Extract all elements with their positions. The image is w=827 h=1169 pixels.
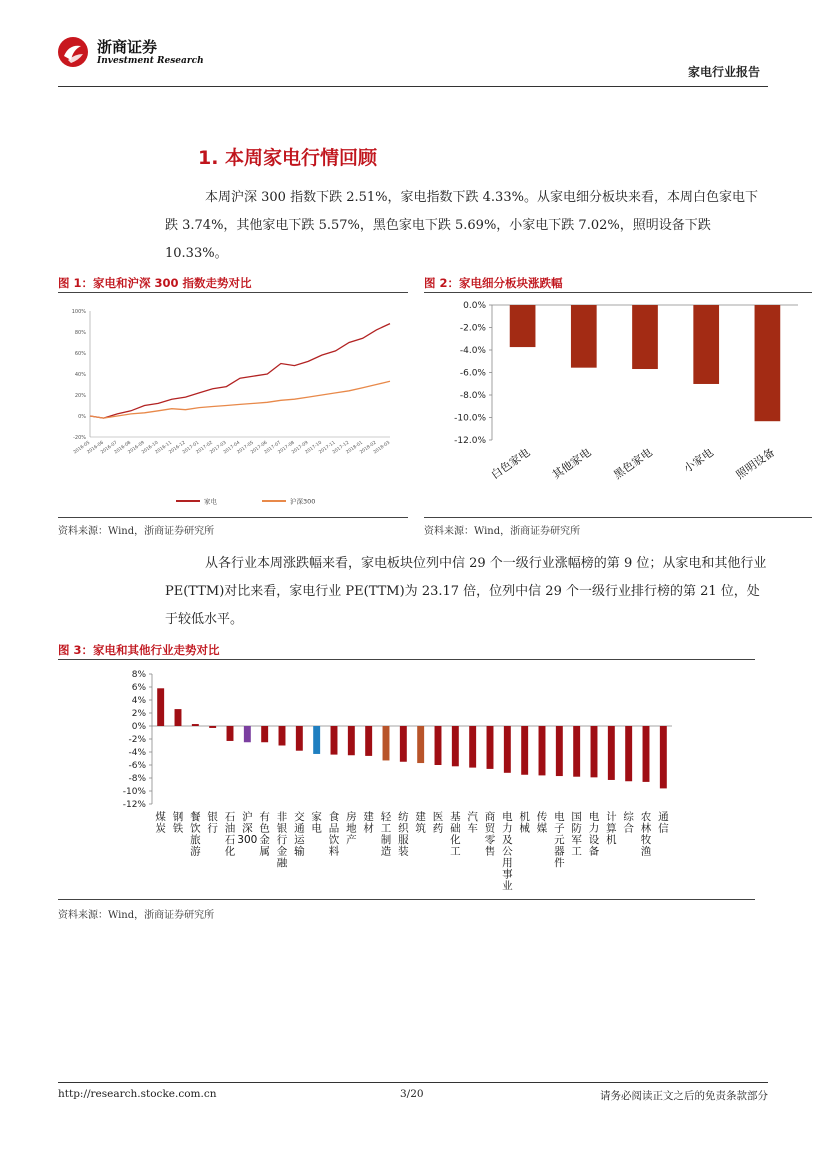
chart3-bar bbox=[279, 726, 286, 746]
chart2-bar bbox=[693, 305, 719, 384]
chart3-bar bbox=[383, 726, 390, 760]
chart3-y-tick-label: 2% bbox=[131, 709, 146, 719]
chart1-legend-label: 家电 bbox=[204, 497, 217, 506]
chart3-y-tick-label: -12% bbox=[122, 800, 146, 810]
figure-1-bottom-rule bbox=[58, 517, 408, 518]
chart3-bar bbox=[417, 726, 424, 763]
chart3-bar bbox=[192, 724, 199, 726]
chart1-x-tick-label: 2016-10 bbox=[141, 440, 160, 456]
chart3-category-label: 国防军工 bbox=[571, 811, 582, 858]
chart3-y-tick-label: 8% bbox=[131, 670, 146, 680]
figure-2-top-rule bbox=[424, 292, 812, 293]
page-number: 3/20 bbox=[400, 1088, 424, 1100]
chart3-bar bbox=[400, 726, 407, 762]
chart2-bar bbox=[510, 305, 536, 347]
chart3-bar bbox=[487, 726, 494, 769]
chart3-category-label: 有色金属 bbox=[259, 811, 270, 858]
chart3-y-tick-label: 0% bbox=[131, 722, 146, 732]
figure-2-bar-chart bbox=[424, 294, 812, 514]
chart3-category-label: 电子元器件 bbox=[554, 811, 565, 869]
chart2-category-label: 其他家电 bbox=[550, 445, 594, 482]
chart3-bar bbox=[175, 709, 182, 726]
chart3-bar bbox=[608, 726, 615, 780]
chart3-category-label: 机械 bbox=[519, 811, 530, 835]
chart1-x-tick-label: 2016-05 bbox=[72, 440, 92, 456]
figure-3-source: 资料来源：Wind，浙商证券研究所 bbox=[58, 910, 215, 921]
logo-text-en: Investment Research bbox=[97, 56, 204, 66]
chart1-x-tick-label: 2017-01 bbox=[181, 440, 201, 456]
chart2-bar bbox=[571, 305, 597, 368]
chart1-x-tick-label: 2017-08 bbox=[277, 440, 296, 456]
chart3-category-label: 交通运输 bbox=[294, 811, 305, 858]
chart3-bar bbox=[643, 726, 650, 782]
chart3-category-label: 非银行金融 bbox=[276, 811, 288, 869]
chart3-bar bbox=[435, 726, 442, 765]
chart1-x-tick-label: 2017-05 bbox=[236, 440, 255, 456]
figure-3-title: 图 3：家电和其他行业走势对比 bbox=[58, 643, 220, 657]
figure-3-bar-chart bbox=[58, 664, 755, 896]
figure-2-bottom-rule bbox=[424, 517, 812, 518]
chart3-category-label: 银行 bbox=[207, 811, 218, 835]
chart3-bar bbox=[469, 726, 476, 768]
chart3-bar bbox=[556, 726, 563, 776]
footer-disclaimer: 请务必阅读正文之后的免责条款部分 bbox=[600, 1090, 768, 1102]
chart3-y-tick-label: -10% bbox=[122, 787, 146, 797]
chart1-x-tick-label: 2017-02 bbox=[195, 440, 214, 456]
figure-3-bottom-rule bbox=[58, 899, 755, 900]
chart2-y-tick-label: -8.0% bbox=[459, 391, 486, 401]
chart1-y-tick-label: -20% bbox=[73, 435, 86, 441]
chart3-category-label: 汽车 bbox=[467, 811, 478, 835]
logo-text-cn: 浙商证券 bbox=[97, 38, 158, 56]
chart2-y-tick-label: -12.0% bbox=[454, 436, 486, 446]
chart3-category-label: 石油石化 bbox=[224, 811, 236, 858]
chart3-bar bbox=[209, 726, 216, 728]
chart2-y-tick-label: -2.0% bbox=[459, 323, 486, 334]
chart3-category-label: 沪深 300 bbox=[237, 811, 258, 846]
chart1-x-tick-label: 2018-03 bbox=[372, 440, 392, 456]
chart3-category-label: 综合 bbox=[623, 811, 634, 835]
chart3-category-label: 轻工制造 bbox=[380, 811, 392, 858]
logo-mark-icon bbox=[58, 37, 88, 67]
chart1-y-tick-label: 100% bbox=[71, 309, 86, 315]
chart3-category-label: 纺织服装 bbox=[398, 811, 409, 858]
chart1-x-tick-label: 2016-06 bbox=[86, 440, 105, 456]
chart3-bar bbox=[157, 688, 164, 726]
report-type: 家电行业报告 bbox=[687, 65, 760, 79]
chart3-bar bbox=[521, 726, 528, 775]
chart1-x-tick-label: 2016-08 bbox=[113, 440, 133, 456]
footer-divider bbox=[58, 1082, 768, 1083]
chart2-category-label: 黑色家电 bbox=[611, 445, 655, 482]
chart1-series-line-2 bbox=[90, 381, 390, 418]
chart1-x-tick-label: 2018-01 bbox=[345, 440, 364, 456]
figure-1-top-rule bbox=[58, 292, 408, 293]
chart2-bar bbox=[632, 305, 658, 369]
chart1-x-tick-label: 2017-07 bbox=[263, 440, 283, 456]
chart1-x-tick-label: 2017-06 bbox=[250, 440, 269, 456]
figure-1-line-chart bbox=[58, 297, 403, 515]
chart1-x-tick-label: 2017-11 bbox=[318, 440, 337, 456]
chart2-bar bbox=[755, 305, 781, 421]
chart1-x-tick-label: 2017-09 bbox=[291, 440, 310, 456]
chart2-y-tick-label: 0.0% bbox=[463, 301, 486, 311]
figure-1-title: 图 1：家电和沪深 300 指数走势对比 bbox=[58, 276, 252, 290]
chart2-y-tick-label: -6.0% bbox=[459, 368, 486, 379]
chart2-category-label: 照明设备 bbox=[733, 445, 778, 482]
chart1-x-tick-label: 2016-09 bbox=[127, 440, 146, 456]
figure-3-top-rule bbox=[58, 659, 755, 660]
chart3-bar bbox=[296, 726, 303, 751]
chart3-category-label: 房地产 bbox=[346, 811, 357, 846]
chart3-bar bbox=[244, 726, 251, 742]
chart3-y-tick-label: -8% bbox=[128, 774, 146, 784]
chart3-category-label: 煤炭 bbox=[155, 811, 166, 835]
footer-url-link[interactable]: http://research.stocke.com.cn bbox=[58, 1088, 217, 1100]
chart3-bar bbox=[348, 726, 355, 755]
section-title: 1. 本周家电行情回顾 bbox=[198, 147, 378, 169]
chart3-y-tick-label: -2% bbox=[128, 735, 146, 745]
chart1-x-tick-label: 2016-11 bbox=[154, 440, 173, 456]
chart3-bar bbox=[625, 726, 632, 781]
chart2-category-label: 白色家电 bbox=[488, 445, 533, 482]
company-logo bbox=[55, 32, 204, 72]
chart3-category-label: 传媒 bbox=[536, 811, 548, 835]
chart1-x-tick-label: 2017-10 bbox=[304, 440, 323, 456]
chart1-y-tick-label: 60% bbox=[74, 351, 86, 357]
chart1-y-tick-label: 80% bbox=[74, 330, 86, 336]
chart1-y-tick-label: 40% bbox=[74, 372, 86, 378]
chart3-y-tick-label: -6% bbox=[128, 761, 146, 771]
chart2-y-tick-label: -4.0% bbox=[459, 346, 486, 356]
paragraph-weekly-review: 本周沪深 300 指数下跌 2.51%，家电指数下跌 4.33%。从家电细分板块来看，本周白色家电下跌 3.74%，其他家电下跌 5.57%，黑色家电下跌 5.69%，小家电下跌 7.02%，照明设备下跌 10.33%。 bbox=[165, 190, 758, 261]
chart3-bar bbox=[573, 726, 580, 777]
chart3-bar bbox=[261, 726, 268, 742]
chart1-x-tick-label: 2018-02 bbox=[359, 440, 378, 456]
chart3-bar bbox=[227, 726, 234, 741]
chart3-y-tick-label: -4% bbox=[128, 748, 146, 758]
chart1-y-tick-label: 20% bbox=[74, 393, 86, 399]
chart1-x-tick-label: 2017-03 bbox=[209, 440, 228, 456]
chart1-x-tick-label: 2017-04 bbox=[222, 440, 242, 456]
chart3-y-tick-label: 4% bbox=[131, 696, 146, 706]
chart3-bar bbox=[452, 726, 459, 766]
chart2-category-label: 小家电 bbox=[681, 445, 716, 476]
figure-2-source: 资料来源：Wind，浙商证券研究所 bbox=[424, 526, 581, 537]
figure-2-title: 图 2：家电细分板块涨跌幅 bbox=[424, 276, 563, 290]
chart3-category-label: 电力设备 bbox=[588, 811, 600, 858]
chart3-category-label: 建筑 bbox=[415, 811, 426, 835]
chart1-x-tick-label: 2017-12 bbox=[331, 440, 351, 456]
chart3-category-label: 食品饮料 bbox=[328, 811, 340, 858]
chart2-y-tick-label: -10.0% bbox=[454, 413, 486, 424]
chart3-category-label: 农林牧渔 bbox=[640, 811, 652, 858]
chart3-bar bbox=[539, 726, 546, 775]
header-divider bbox=[58, 86, 768, 87]
chart3-y-tick-label: 6% bbox=[131, 683, 146, 693]
chart3-category-label: 餐饮旅游 bbox=[190, 811, 201, 858]
chart3-category-label: 家电 bbox=[311, 811, 322, 835]
chart3-category-label: 计算机 bbox=[606, 811, 617, 846]
chart3-category-label: 基础化工 bbox=[450, 811, 461, 858]
chart3-category-label: 商贸零售 bbox=[484, 811, 496, 858]
chart3-category-label: 建材 bbox=[363, 811, 374, 835]
chart1-x-tick-label: 2016-07 bbox=[100, 440, 119, 456]
chart3-category-label: 通信 bbox=[658, 811, 669, 835]
chart3-bar bbox=[331, 726, 338, 755]
chart1-legend-label: 沪深300 bbox=[290, 497, 316, 506]
chart3-category-label: 钢铁 bbox=[172, 811, 184, 835]
chart3-bar bbox=[591, 726, 598, 777]
figure-1-source: 资料来源：Wind，浙商证券研究所 bbox=[58, 526, 215, 537]
paragraph-industry-comparison: 从各行业本周涨跌幅来看，家电板块位列中信 29 个一级行业涨幅榜的第 9 位；从家电和其他行业 PE(TTM)对比来看，家电行业 PE(TTM)为 23.17 倍，位列中信 29 个一级行业排行榜的第 21 位，处于较低水平。 bbox=[165, 556, 767, 627]
chart3-category-label: 医药 bbox=[432, 811, 444, 835]
chart3-bar bbox=[660, 726, 667, 788]
chart1-x-tick-label: 2016-12 bbox=[168, 440, 187, 456]
chart1-y-tick-label: 0% bbox=[78, 414, 86, 420]
chart3-category-label: 电力及公用事业 bbox=[502, 811, 513, 892]
chart3-bar bbox=[504, 726, 511, 773]
chart3-bar bbox=[365, 726, 372, 756]
chart3-bar bbox=[313, 726, 320, 754]
